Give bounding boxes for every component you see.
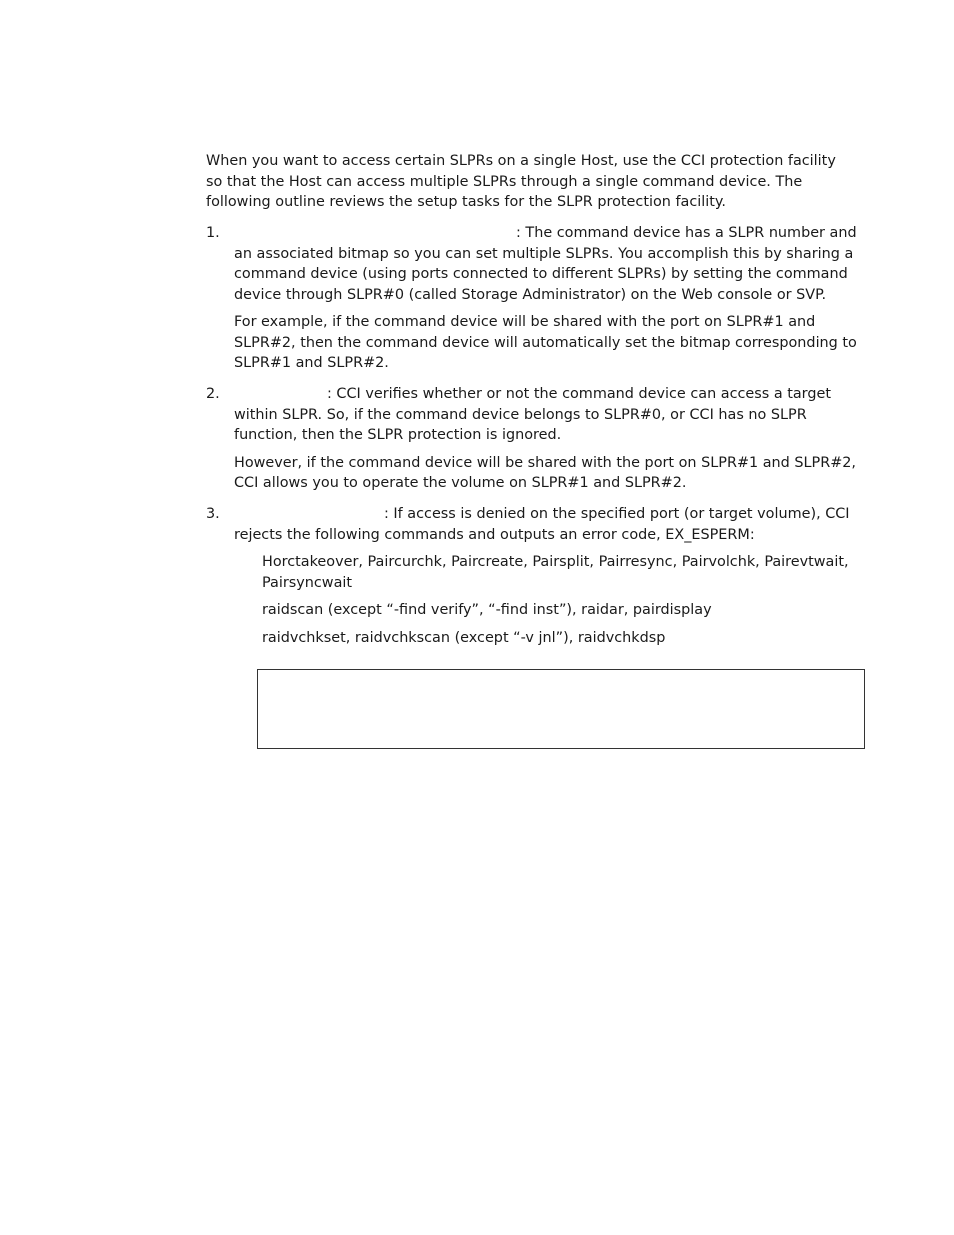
step-3 (206, 504, 866, 648)
step-2 (206, 384, 866, 494)
step-text: : If access is denied on the specified port (or target volume), CCI rejects the following commands and outputs an error code, EX_ESPERM: (234, 506, 850, 543)
step-example: However, if the command device will be shared with the port on SLPR#1 and SLPR#2, CCI allows you to operate the volume on SLPR#1 and SLPR#2. (234, 454, 857, 491)
step-1 (206, 223, 866, 374)
note-box (257, 669, 865, 749)
command-list-item: raidvchkset, raidvchkscan (except “-v jnl”), raidvchkdsp (262, 629, 666, 646)
intro-paragraph: When you want to access certain SLPRs on a single Host, use the CCI protection facility so that the Host can access multiple SLPRs through a single command device. The following outline reviews the setup tasks for the SLPR protection facility. (206, 153, 836, 210)
step-text: : The command device has a SLPR number and an associated bitmap so you can set multiple SLPRs. You accomplish this by sharing a command device (using ports connected to different SLPRs) by setting the command device through SLPR#0 (called Storage Administrator) on the Web console or SVP. (234, 225, 857, 303)
step-number: 1. (206, 225, 220, 241)
step-text: : CCI verifies whether or not the command device can access a target within SLPR. So, if the command device belongs to SLPR#0, or CCI has no SLPR function, then the SLPR protection is ignored. (234, 386, 831, 443)
step-number: 3. (206, 506, 220, 522)
step-number: 2. (206, 386, 220, 402)
command-list-item: raidscan (except “-find verify”, “-find inst”), raidar, pairdisplay (262, 602, 712, 618)
step-example: For example, if the command device will be shared with the port on SLPR#1 and SLPR#2, then the command device will automatically set the bitmap corresponding to SLPR#1 and SLPR#2. (234, 314, 857, 371)
command-list-item: Horctakeover, Paircurchk, Paircreate, Pairsplit, Pairresync, Pairvolchk, Pairevtwait, Pairsyncwait (262, 554, 849, 591)
